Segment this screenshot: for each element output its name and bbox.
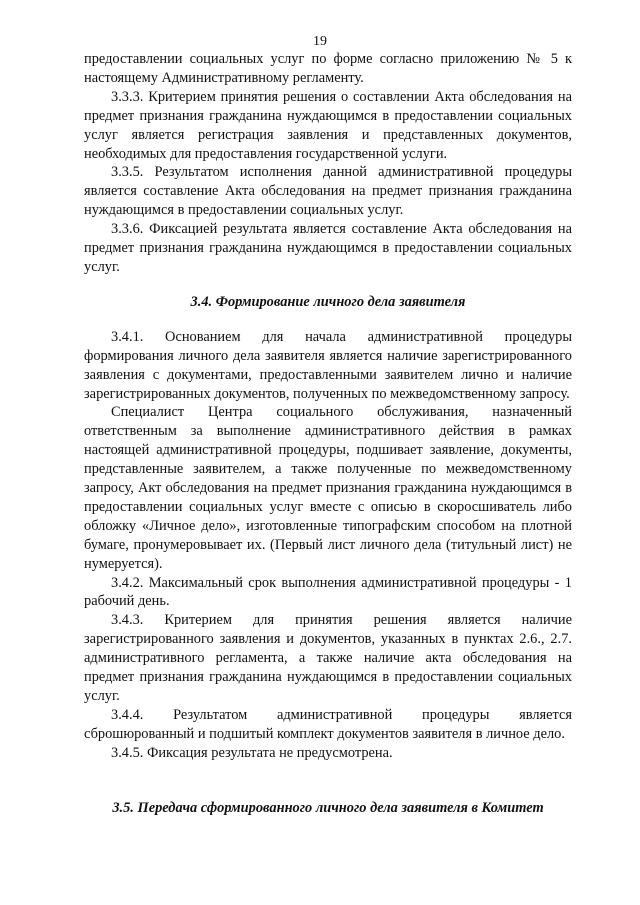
- paragraph-3-4-2: 3.4.2. Максимальный срок выполнения административной процедуры - 1 рабочий день.: [84, 574, 572, 610]
- paragraph-3-4-1: 3.4.1. Основанием для начала административной процедуры формирования личного дела заявителя является наличие зарегистрированного заявления с документами, предоставленными заявителем лично и наличие зарегистрированных документов, полученных по межведомственному запросу.: [84, 328, 572, 402]
- paragraph-3-3-6: 3.3.6. Фиксацией результата является составление Акта обследования на предмет признания гражданина нуждающимся в предоставлении социальных услуг.: [84, 221, 572, 275]
- paragraph-continuation: предоставлении социальных услуг по форме согласно приложению № 5 к настоящему Административному регламенту.: [84, 51, 572, 86]
- document-body: [84, 50, 572, 818]
- section-heading-3-5: 3.5. Передача сформированного личного дела заявителя в Комитет: [112, 799, 544, 816]
- paragraph-3-3-3: 3.3.3. Критерием принятия решения о составлении Акта обследования на предмет признания гражданина нуждающимся в предоставлении социальных услуг является регистрация заявления и представленных документов, необходимых для предоставления государственной услуги.: [84, 88, 572, 162]
- section-heading-3-4: 3.4. Формирование личного дела заявителя: [190, 293, 466, 310]
- paragraph-3-4-5: 3.4.5. Фиксация результата не предусмотрена.: [111, 744, 393, 761]
- page-number: 19: [313, 34, 327, 49]
- paragraph-specialist: Специалист Центра социального обслуживания, назначенный ответственным за выполнение административного действия в рамках настоящей административной процедуры, подшивает заявление, документы, представленные заявителем, а также полученные по межведомственному запросу, Акт обследования на предмет признания гражданина нуждающимся в предоставлении социальных услуг вместе с описью в скоросшиватель либо обложку «Личное дело», изготовленные типографским способом на плотной бумаге, пронумеровывает их. (Первый лист личного дела (титульный лист) не нумеруется).: [84, 404, 572, 572]
- paragraph-3-3-5: 3.3.5. Результатом исполнения данной административной процедуры является составление Акта обследования на предмет признания гражданина нуждающимся в предоставлении социальных услуг.: [84, 164, 572, 219]
- paragraph-3-4-4: 3.4.4. Результатом административной процедуры является сброшюрованный и подшитый комплект документов заявителя в личное дело.: [84, 706, 572, 742]
- paragraph-3-4-3: 3.4.3. Критерием для принятия решения является наличие зарегистрированного заявления и документов, указанных в пунктах 2.6., 2.7. административного регламента, а также наличие акта обследования на предмет признания гражданина нуждающимся в предоставлении социальных услуг.: [84, 612, 572, 704]
